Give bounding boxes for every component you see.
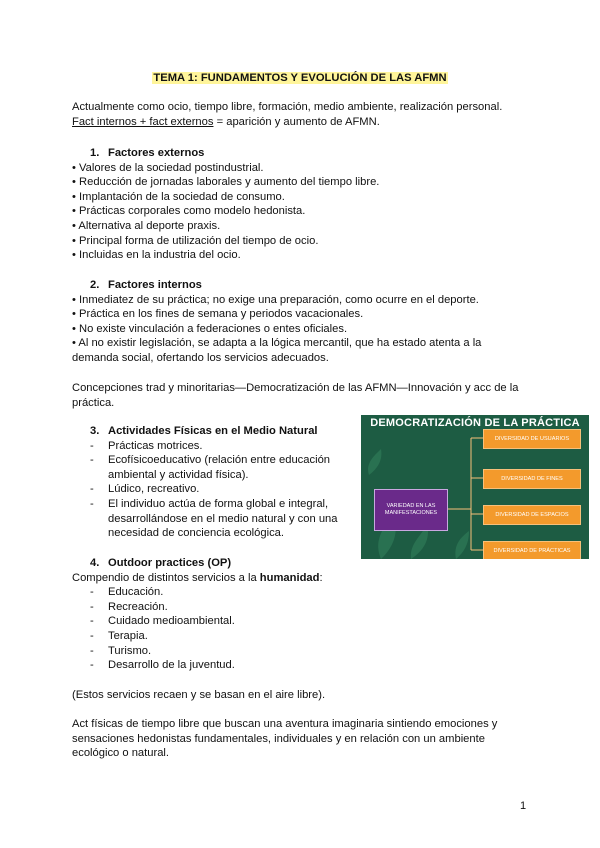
section-external-factors xyxy=(72,146,532,263)
list-item-text: El individuo actúa de forma global e integral, desarrollándose en el medio natural y con una necesidad de conciencia ecológica. xyxy=(108,497,338,540)
intro-line-2 xyxy=(72,115,532,130)
list-item xyxy=(90,600,532,615)
graphic-center-label: VARIEDAD EN LAS MANIFESTACIONES xyxy=(384,503,438,516)
graphic-center-node xyxy=(374,489,448,531)
list-item xyxy=(90,614,532,629)
list-item: • Inmediatez de su práctica; no exige una preparación, como ocurre en el deporte. xyxy=(72,293,479,306)
dash-marker: - xyxy=(90,659,94,672)
page-number: 1 xyxy=(520,800,527,812)
list-item-text: Terapia. xyxy=(108,629,148,642)
dash-marker: - xyxy=(90,454,94,467)
afmn-list xyxy=(72,439,347,541)
graphic-box-users: DIVERSIDAD DE USUARIOS xyxy=(483,429,581,449)
intro-rest: = aparición y aumento de AFMN. xyxy=(213,115,380,128)
intro-underlined: Fact internos + fact externos xyxy=(72,115,214,128)
list-item-text: Lúdico, recreativo. xyxy=(108,483,200,496)
list-item xyxy=(90,453,347,482)
list-item: • Prácticas corporales como modelo hedonista. xyxy=(72,205,306,218)
internal-factors-list xyxy=(72,293,512,366)
list-item-text: Cuidado medioambiental. xyxy=(108,615,235,628)
dash-marker: - xyxy=(90,615,94,628)
closing-text: Act físicas de tiempo libre que buscan una aventura imaginaria sintiendo emociones y sensaciones hedonistas fundamentales, individuales y en relación con un ambiente ecológico o natural. xyxy=(72,718,498,760)
section-3-title: Actividades Físicas en el Medio Natural xyxy=(108,425,318,437)
list-item xyxy=(90,497,347,541)
graphic-title: DEMOCRATIZACIÓN DE LA PRÁCTICA xyxy=(370,417,580,429)
list-item: • Implantación de la sociedad de consumo. xyxy=(72,190,285,203)
services-note-text: (Estos servicios recaen y se basan en el aire libre). xyxy=(72,689,326,701)
section-1-number: 1. xyxy=(90,147,100,159)
dash-marker: - xyxy=(90,600,94,613)
outdoor-services-list xyxy=(72,585,532,673)
list-item: • Valores de la sociedad postindustrial. xyxy=(72,161,264,174)
list-item-text: Ecofísicoeducativo (relación entre educación ambiental y actividad física). xyxy=(108,454,331,481)
dash-marker: - xyxy=(90,439,94,452)
compendium-bold: humanidad xyxy=(259,571,320,584)
dash-marker: - xyxy=(90,644,94,657)
section-2-number: 2. xyxy=(90,279,100,291)
list-item-text: Recreación. xyxy=(108,600,168,613)
section-1-title: Factores externos xyxy=(108,147,205,159)
list-item: • Práctica en los fines de semana y periodos vacacionales. xyxy=(72,308,364,321)
intro-line-1: Actualmente como ocio, tiempo libre, formación, medio ambiente, realización personal. xyxy=(72,101,503,113)
section-2-heading xyxy=(72,278,512,293)
section-outdoor-practices xyxy=(72,556,532,673)
compendium-after: : xyxy=(319,571,323,584)
list-item xyxy=(90,658,532,673)
list-item: • Reducción de jornadas laborales y aumento del tiempo libre. xyxy=(72,176,380,189)
list-item xyxy=(90,629,532,644)
dash-marker: - xyxy=(90,586,94,599)
external-factors-list xyxy=(72,161,532,263)
services-note xyxy=(72,688,532,703)
intro-paragraph xyxy=(72,100,532,129)
list-item xyxy=(90,585,532,600)
list-item: • Incluidas en la industria del ocio. xyxy=(72,249,241,262)
section-afmn xyxy=(72,424,347,541)
list-item-text: Turismo. xyxy=(108,644,152,657)
section-2-title: Factores internos xyxy=(108,279,202,291)
list-item xyxy=(90,439,347,454)
graphic-box-spaces: DIVERSIDAD DE ESPACIOS xyxy=(483,505,581,525)
section-1-heading xyxy=(72,146,532,161)
list-item: • Principal forma de utilización del tiempo de ocio. xyxy=(72,234,319,247)
conceptions-text: Concepciones trad y minoritarias—Democratización de las AFMN—Innovación y acc de la práctica. xyxy=(72,382,519,409)
graphic-box-purposes: DIVERSIDAD DE FINES xyxy=(483,469,581,489)
list-item xyxy=(90,644,532,659)
graphic-box-practices: DIVERSIDAD DE PRÁCTICAS xyxy=(483,541,581,559)
page-title xyxy=(0,71,600,86)
compendium-before: Compendio de distintos servicios a la xyxy=(72,571,260,584)
section-3-heading xyxy=(72,424,347,439)
dash-marker: - xyxy=(90,629,94,642)
closing-paragraph xyxy=(72,717,512,761)
section-internal-factors xyxy=(72,278,512,366)
conceptions-paragraph xyxy=(72,381,522,410)
list-item: • No existe vinculación a federaciones o entes oficiales. xyxy=(72,322,348,335)
list-item: • Al no existir legislación, se adapta a la lógica mercantil, que ha estado atenta a la demanda social, ofertando los servicios adecuados. xyxy=(72,337,482,364)
dash-marker: - xyxy=(90,483,94,496)
list-item: • Alternativa al deporte praxis. xyxy=(72,219,221,232)
list-item xyxy=(90,482,347,497)
page-title-text: TEMA 1: FUNDAMENTOS Y EVOLUCIÓN DE LAS AFMN xyxy=(153,72,447,84)
list-item-text: Prácticas motrices. xyxy=(108,439,203,452)
list-item-text: Educación. xyxy=(108,586,164,599)
list-item-text: Desarrollo de la juventud. xyxy=(108,659,235,672)
compendium-text xyxy=(72,571,532,586)
section-4-heading xyxy=(72,556,532,571)
section-4-number: 4. xyxy=(90,557,100,569)
section-4-title: Outdoor practices (OP) xyxy=(108,557,232,569)
dash-marker: - xyxy=(90,497,94,510)
section-3-number: 3. xyxy=(90,425,100,437)
democratization-graphic xyxy=(361,415,589,559)
